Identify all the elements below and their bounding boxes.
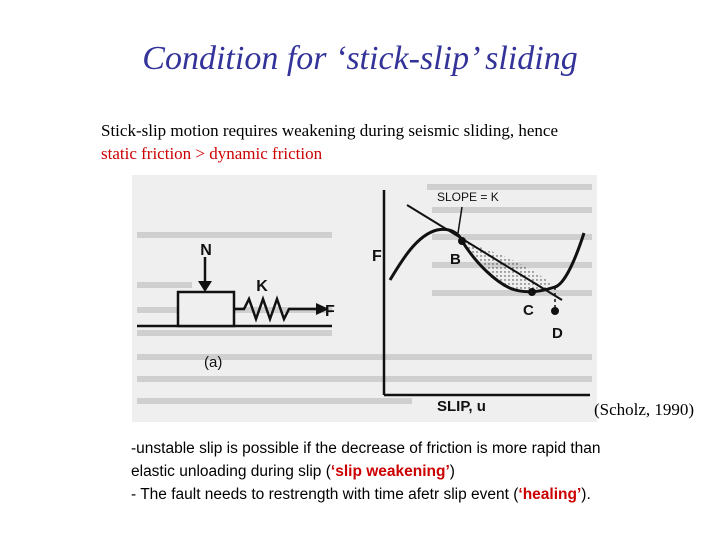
note-2-text: - The fault needs to restrength with time afetr slip event ( bbox=[131, 486, 519, 503]
note-2-tail: ). bbox=[581, 486, 591, 503]
spring-label: K bbox=[256, 278, 268, 295]
y-axis-label: F bbox=[372, 248, 382, 265]
sliding-block bbox=[178, 292, 234, 326]
note-1-tail: ) bbox=[449, 463, 455, 480]
slip-weakening-term: ‘slip weakening’ bbox=[330, 463, 450, 480]
intro-text bbox=[101, 119, 701, 165]
pull-force-label: F bbox=[325, 303, 335, 320]
panel-label: (a) bbox=[204, 354, 223, 371]
healing-term: ‘healing’ bbox=[518, 486, 582, 503]
slide-title: Condition for ‘stick-slip’ sliding bbox=[142, 40, 578, 77]
note-slip-weakening bbox=[131, 437, 611, 483]
point-b bbox=[458, 237, 466, 245]
note-1-text: -unstable slip is possible if the decrease of friction is more rapid than elastic unloading during slip ( bbox=[131, 440, 601, 480]
slope-label: SLOPE = K bbox=[437, 190, 499, 204]
stick-slip-figure bbox=[132, 175, 597, 422]
note-healing bbox=[131, 483, 611, 506]
point-c bbox=[528, 288, 536, 296]
intro-line-1: Stick-slip motion requires weakening during seismic sliding, hence bbox=[101, 121, 559, 140]
x-axis-label: SLIP, u bbox=[437, 398, 486, 415]
point-b-label: B bbox=[450, 251, 461, 268]
point-c-label: C bbox=[523, 302, 534, 319]
normal-force-label: N bbox=[200, 242, 212, 259]
intro-line-2: static friction > dynamic friction bbox=[101, 144, 323, 163]
notes bbox=[131, 437, 611, 506]
citation: (Scholz, 1990) bbox=[594, 400, 695, 419]
point-d-label: D bbox=[552, 325, 563, 342]
point-d bbox=[551, 307, 559, 315]
